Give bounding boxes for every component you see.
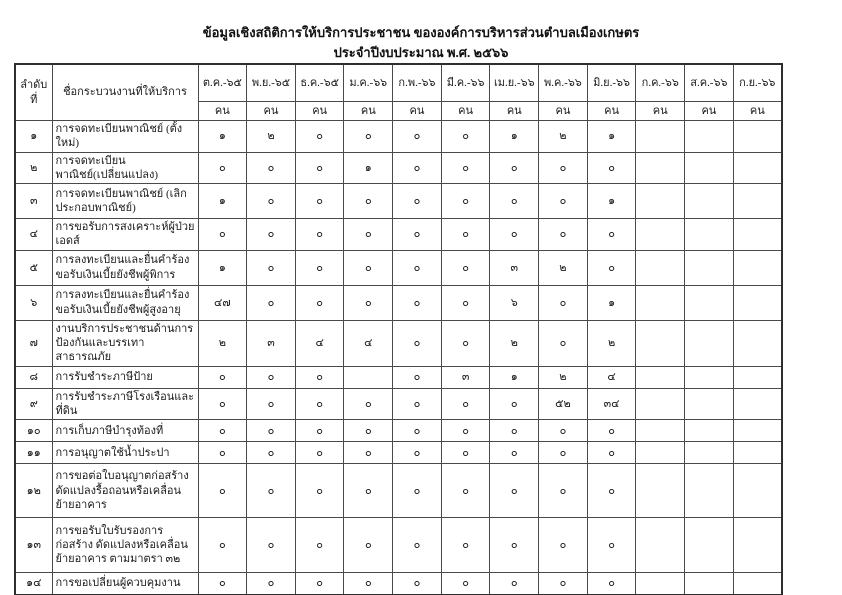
month-value: ๐ [295,152,344,184]
month-value: ๑ [587,121,636,153]
month-value: ๐ [393,152,442,184]
month-value [685,121,734,153]
month-value: ๑ [198,121,247,153]
month-value: ๐ [344,573,393,595]
month-value: ๐ [344,121,393,153]
service-name: การจดทะเบียนพาณิชย์ (ตั้งใหม่) [52,121,198,153]
month-value [636,442,685,464]
month-value: ๐ [198,518,247,573]
service-name: การขอเปลี่ยนผู้ควบคุมงาน [52,573,198,595]
month-value [636,152,685,184]
month-value: ๐ [441,573,490,595]
row-order-no: ๗ [15,320,52,366]
column-header-month: ม.ค.-๖๖ [344,64,393,102]
row-order-no: ๖ [15,285,52,320]
month-value: ๐ [587,219,636,251]
month-value: ๐ [441,442,490,464]
header-row-months [15,64,782,102]
column-header-month: พ.ย.-๖๕ [247,64,296,102]
month-value [733,152,782,184]
table-row [15,121,782,153]
month-value [636,121,685,153]
month-value: ๓๔ [587,388,636,420]
month-value: ๐ [441,464,490,518]
month-value: ๐ [539,219,588,251]
month-value: ๕๒ [539,388,588,420]
month-value: ๐ [198,152,247,184]
table-row [15,420,782,442]
month-value: ๐ [344,285,393,320]
column-header-unit-person: คน [636,102,685,121]
month-value [733,388,782,420]
column-header-month: ธ.ค.-๖๕ [295,64,344,102]
month-value: ๐ [539,420,588,442]
month-value: ๐ [490,464,539,518]
column-header-unit-person: คน [685,102,734,121]
month-value: ๐ [587,152,636,184]
table-row [15,285,782,320]
row-order-no: ๙ [15,388,52,420]
row-order-no: ๒ [15,152,52,184]
column-header-unit-person: คน [441,102,490,121]
row-order-no: ๓ [15,184,52,219]
table-row [15,388,782,420]
month-value: ๐ [539,442,588,464]
month-value [685,442,734,464]
column-header-order-no: ลำดับที่ [15,64,52,121]
month-value: ๐ [393,388,442,420]
month-value: ๐ [490,388,539,420]
month-value: ๐ [295,121,344,153]
month-value: ๐ [247,388,296,420]
table-row [15,250,782,285]
table-row [15,366,782,388]
month-value: ๐ [490,518,539,573]
column-header-unit-person: คน [733,102,782,121]
month-value: ๑ [587,184,636,219]
service-statistics-table [14,63,783,595]
row-order-no: ๑๑ [15,442,52,464]
table-row [15,518,782,573]
month-value: ๐ [344,518,393,573]
service-name: การขอต่อใบอนุญาตก่อสร้าง ดัดแปลงรื้อถอนหรือเคลื่อนย้ายอาคาร [52,464,198,518]
month-value: ๐ [587,250,636,285]
column-header-month: ส.ค.-๖๖ [685,64,734,102]
month-value: ๐ [247,518,296,573]
month-value: ๐ [198,219,247,251]
month-value [636,573,685,595]
month-value [733,184,782,219]
month-value [733,442,782,464]
month-value: ๐ [441,420,490,442]
month-value [636,184,685,219]
month-value: ๐ [295,420,344,442]
month-value: ๐ [539,285,588,320]
month-value: ๐ [344,420,393,442]
month-value: ๐ [247,464,296,518]
month-value [733,250,782,285]
month-value: ๐ [393,285,442,320]
row-order-no: ๑๒ [15,464,52,518]
month-value: ๐ [295,366,344,388]
month-value: ๐ [198,464,247,518]
month-value [636,285,685,320]
month-value: ๐ [587,518,636,573]
month-value: ๐ [441,518,490,573]
month-value: ๐ [441,184,490,219]
month-value [685,573,734,595]
month-value [636,219,685,251]
month-value: ๑ [490,366,539,388]
row-order-no: ๘ [15,366,52,388]
month-value: ๐ [247,573,296,595]
month-value: ๓ [247,320,296,366]
month-value: ๐ [198,573,247,595]
row-order-no: ๑ [15,121,52,153]
service-name: การขอรับใบรับรองการก่อสร้าง ดัดแปลงหรือเคลื่อนย้ายอาคาร ตาม​มาตรา ๓๒ [52,518,198,573]
month-value: ๐ [441,320,490,366]
month-value: ๐ [344,184,393,219]
column-header-month: มิ.ย.-๖๖ [587,64,636,102]
service-name: การลงทะเบียนและยื่นคำร้องขอรับ​เงินเบี้ยยังชีพผู้พิการ [52,250,198,285]
month-value: ๐ [295,442,344,464]
month-value: ๒ [539,121,588,153]
month-value: ๐ [247,184,296,219]
column-header-unit-person: คน [393,102,442,121]
month-value [685,320,734,366]
month-value: ๑ [587,285,636,320]
month-value [636,388,685,420]
table-row [15,152,782,184]
month-value: ๐ [295,219,344,251]
month-value: ๐ [539,320,588,366]
month-value: ๐ [490,442,539,464]
month-value: ๐ [441,250,490,285]
month-value: ๐ [441,285,490,320]
month-value: ๔ [587,366,636,388]
service-name: การลงทะเบียนและยื่นคำร้องขอรับ​เงินเบี้ยยังชีพผู้สูงอายุ [52,285,198,320]
month-value: ๐ [393,442,442,464]
column-header-unit-person: คน [490,102,539,121]
month-value: ๐ [344,250,393,285]
month-value: ๒ [490,320,539,366]
month-value [685,518,734,573]
service-name: การจดทะเบียนพาณิชย์(เปลี่ยนแปลง) [52,152,198,184]
month-value: ๐ [198,442,247,464]
month-value: ๐ [295,184,344,219]
month-value: ๐ [490,420,539,442]
table-row [15,219,782,251]
month-value [733,121,782,153]
month-value [733,320,782,366]
month-value [685,219,734,251]
document-title: ข้อมูลเชิงสถิติการให้บริการประชาชน ขององค์การบริหารส่วนตำบลเมืองเกษตร [202,25,640,40]
month-value: ๐ [247,366,296,388]
month-value [636,250,685,285]
column-header-month: มี.ค.-๖๖ [441,64,490,102]
column-header-unit-person: คน [198,102,247,121]
month-value: ๐ [441,388,490,420]
month-value: ๐ [295,388,344,420]
service-name: การรับชำระภาษีป้าย [52,366,198,388]
month-value [733,464,782,518]
service-name: การขอรับการสงเคราะห์ผู้ป่วยเอดส์ [52,219,198,251]
document-subtitle-fiscal-year: ประจำปีงบประมาณ พ.ศ. ๒๕๖๖ [333,45,509,60]
month-value: ๐ [539,573,588,595]
month-value [733,420,782,442]
row-order-no: ๑๔ [15,573,52,595]
month-value: ๐ [393,518,442,573]
month-value: ๐ [539,152,588,184]
month-value: ๐ [393,320,442,366]
month-value: ๐ [490,573,539,595]
row-order-no: ๑๓ [15,518,52,573]
month-value [685,464,734,518]
month-value: ๐ [295,464,344,518]
month-value [685,388,734,420]
service-name: การอนุญาตใช้น้ำประปา [52,442,198,464]
month-value: ๒ [198,320,247,366]
month-value [636,366,685,388]
month-value: ๖ [490,285,539,320]
table-header [15,64,782,121]
month-value: ๑ [344,152,393,184]
month-value: ๒ [247,121,296,153]
month-value: ๐ [247,442,296,464]
month-value: ๐ [441,121,490,153]
month-value [733,366,782,388]
column-header-month: ต.ค.-๖๕ [198,64,247,102]
service-name: การเก็บภาษีบำรุงท้องที่ [52,420,198,442]
month-value [636,420,685,442]
month-value: ๐ [393,366,442,388]
table-row [15,464,782,518]
month-value: ๐ [441,219,490,251]
month-value: ๐ [539,184,588,219]
column-header-unit-person: คน [587,102,636,121]
month-value: ๐ [344,388,393,420]
month-value: ๐ [393,464,442,518]
month-value: ๓ [490,250,539,285]
service-name: การรับชำระภาษีโรงเรือนและที่ดิน [52,388,198,420]
table-row [15,573,782,595]
month-value: ๐ [393,573,442,595]
column-header-service-name: ชื่อกระบวนงานที่ให้บริการ [52,64,198,121]
month-value: ๐ [393,184,442,219]
column-header-month: ก.ย.-๖๖ [733,64,782,102]
month-value: ๒ [539,250,588,285]
month-value: ๐ [198,388,247,420]
column-header-unit-person: คน [295,102,344,121]
month-value: ๑ [490,121,539,153]
month-value: ๒ [587,320,636,366]
month-value: ๒ [539,366,588,388]
column-header-month: ก.พ.-๖๖ [393,64,442,102]
month-value: ๑ [198,250,247,285]
month-value: ๐ [587,464,636,518]
month-value: ๐ [587,573,636,595]
table-row [15,184,782,219]
month-value: ๐ [344,442,393,464]
month-value: ๐ [587,420,636,442]
month-value: ๐ [295,573,344,595]
month-value: ๐ [295,250,344,285]
month-value [636,320,685,366]
month-value [733,573,782,595]
month-value [733,518,782,573]
month-value: ๑ [198,184,247,219]
month-value: ๐ [441,152,490,184]
month-value: ๐ [247,420,296,442]
column-header-unit-person: คน [539,102,588,121]
column-header-unit-person: คน [344,102,393,121]
month-value [733,219,782,251]
month-value: ๐ [295,518,344,573]
month-value: ๓ [441,366,490,388]
month-value: ๐ [393,219,442,251]
month-value: ๐ [539,464,588,518]
service-name: งานบริการประชาชนด้านการป้องกัน​และบรรเทาสาธารณภัย [52,320,198,366]
month-value: ๐ [247,152,296,184]
month-value: ๐ [393,250,442,285]
row-order-no: ๔ [15,219,52,251]
table-row [15,442,782,464]
month-value [685,285,734,320]
month-value: ๐ [490,219,539,251]
month-value: ๐ [344,219,393,251]
column-header-month: เม.ย.-๖๖ [490,64,539,102]
month-value: ๐ [344,464,393,518]
month-value: ๔ [344,320,393,366]
service-name: การจดทะเบียนพาณิชย์ (เลิก​ประกอบพาณิชย์) [52,184,198,219]
month-value: ๐ [198,366,247,388]
month-value [685,184,734,219]
month-value [636,518,685,573]
month-value: ๐ [539,518,588,573]
month-value: ๐ [393,121,442,153]
month-value: ๐ [198,420,247,442]
column-header-unit-person: คน [247,102,296,121]
table-body [15,121,782,595]
month-value [685,250,734,285]
month-value: ๔๗ [198,285,247,320]
column-header-month: ก.ค.-๖๖ [636,64,685,102]
table-row [15,320,782,366]
month-value [685,366,734,388]
month-value [344,366,393,388]
month-value: ๐ [295,285,344,320]
month-value: ๐ [247,219,296,251]
month-value: ๐ [247,285,296,320]
month-value: ๐ [490,184,539,219]
row-order-no: ๕ [15,250,52,285]
row-order-no: ๑๐ [15,420,52,442]
month-value: ๔ [295,320,344,366]
column-header-month: พ.ค.-๖๖ [539,64,588,102]
month-value: ๐ [393,420,442,442]
month-value: ๐ [247,250,296,285]
month-value: ๐ [587,442,636,464]
month-value [685,420,734,442]
month-value [733,285,782,320]
month-value [636,464,685,518]
month-value [685,152,734,184]
month-value: ๐ [490,152,539,184]
